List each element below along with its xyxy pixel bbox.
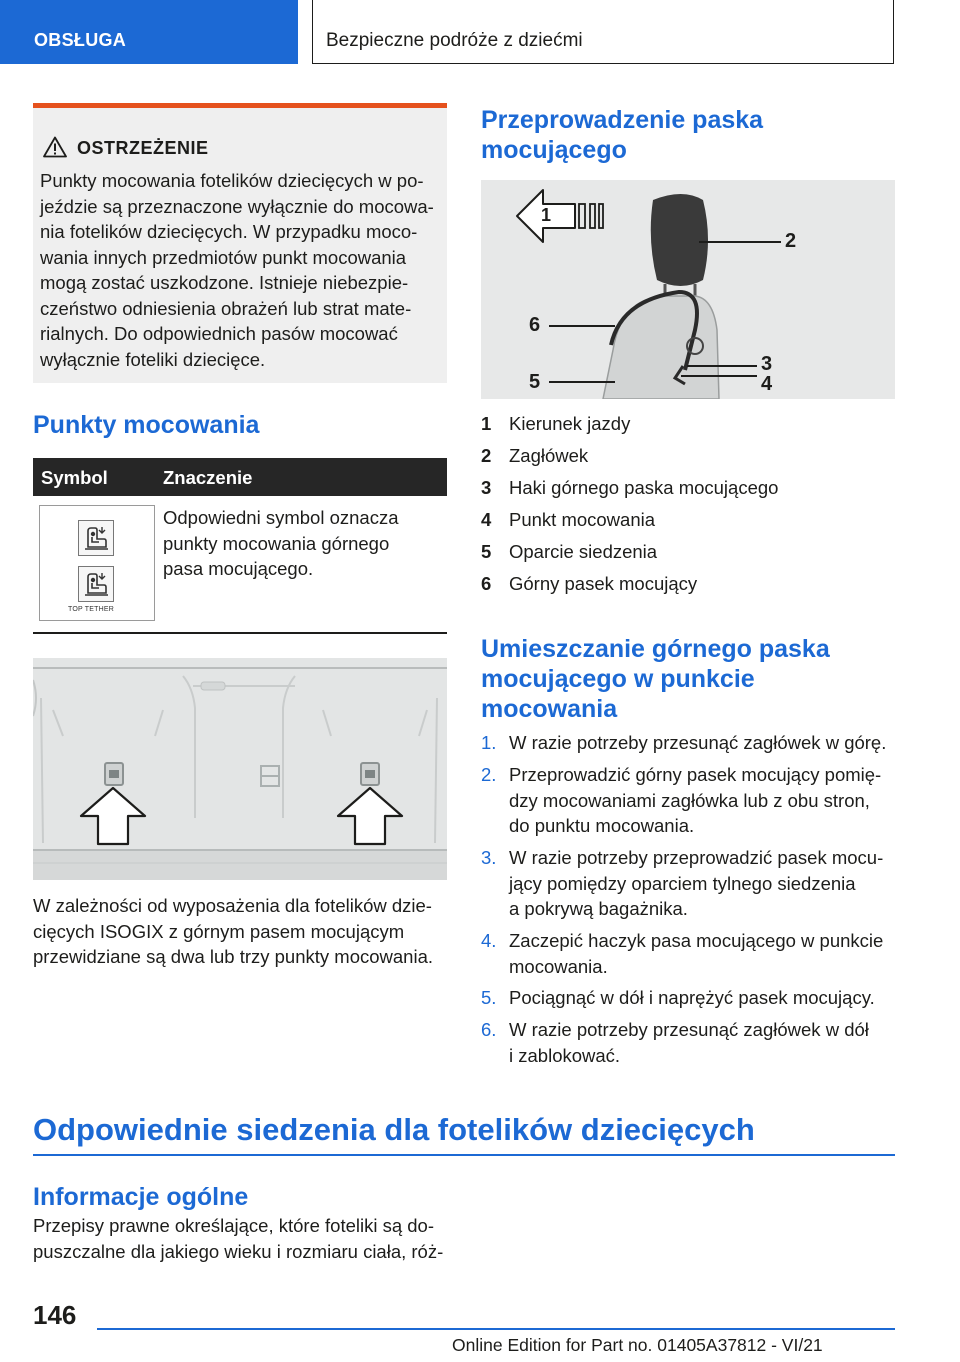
title-line: mocującego [481,136,627,164]
text-line: Zaczepić haczyk pasa mocującego w punkcie [509,930,884,951]
step-number: 4. [481,930,497,951]
legend-number: 5 [481,541,492,562]
headrest-routing-diagram [481,180,895,399]
legend-number: 3 [481,477,492,498]
text-line: W zależności od wyposażenia dla fotelików dzie- [33,895,432,916]
text-line: puszczalne dla jakiego wieku i rozmiaru ciała, róż- [33,1240,444,1262]
text-line: cięcych ISOGIX z górnym pasem mocującym [33,920,405,942]
text-line: Przepisy prawne określające, które foteliki są do- [33,1215,435,1236]
step-number: 5. [481,987,497,1008]
warning-heading-text: OSTRZEŻENIE [77,138,209,158]
anchor-points-caption [33,893,451,970]
legend-item [481,477,778,499]
text-line: do punktu mocowania. [509,815,695,836]
warning-text [40,168,445,372]
section-tab-label: OBSŁUGA [34,30,127,50]
text-line: i zablokować. [509,1044,621,1066]
step-number: 2. [481,764,497,785]
legend-number: 2 [481,445,492,466]
legend-item [481,573,697,595]
chapter-header [312,0,894,64]
text-line: wania innych przedmiotów punkt mocowania [40,246,407,268]
text-line: przewidziane są dwa lub trzy punkty mocowania. [33,946,433,967]
text-line: wyłącznie foteliki dziecięce. [40,348,266,370]
section-title-placing [481,634,830,724]
section-title-routing [481,105,763,165]
section-tab [0,0,298,64]
text-line: jący pomiędzy oparciem tylnego siedzenia [509,872,856,894]
text-line: W razie potrzeby przesunąć zagłówek w górę. [509,732,887,753]
top-tether-label: TOP TETHER [68,606,114,613]
table-header-symbol: Symbol [41,467,108,488]
text-line: nia fotelików dziecięcych. W przypadku moco- [40,221,418,242]
legend-text: Kierunek jazdy [509,413,631,434]
legend-number: 4 [481,509,492,530]
child-seat-anchor-icon [78,520,114,556]
top-tether-symbol [39,505,155,621]
title-line: Przeprowadzenie paska [481,106,764,134]
table-bottom-rule [33,632,447,634]
page-number: 146 [33,1300,77,1330]
text-line: Punkty mocowania fotelików dziecięcych w po- [40,170,424,191]
legend-text: Punkt mocowania [509,509,656,530]
legend-number: 6 [481,573,492,594]
section-title-anchor-points: Punkty mocowania [33,411,260,439]
edition-note: Online Edition for Part no. 01405A37812 - VI/21 [452,1335,823,1355]
legend-text: Zagłówek [509,445,589,466]
callout-2: 2 [785,230,797,252]
legend-text: Oparcie siedzenia [509,541,658,562]
warning-box [33,103,447,383]
text-line: dzy mocowaniami zagłówka lub z obu stron, [509,789,870,811]
legend-item [481,509,655,531]
step-number: 6. [481,1019,497,1040]
text-line: punkty mocowania górnego [163,532,390,554]
child-seat-anchor-icon [78,566,114,602]
title-line: mocowania [481,695,618,723]
callout-6: 6 [529,314,541,336]
legend-item [481,445,588,467]
footer-rule [97,1328,895,1330]
text-line: Odpowiedni symbol oznacza [163,507,399,528]
text-line: czeństwo odniesienia obrażeń lub strat mate- [40,297,412,319]
callout-3: 3 [761,353,773,375]
text-line: pasa mocującego. [163,558,314,579]
text-line: jeździe są przeznaczone wyłącznie do mocowa- [40,195,434,217]
legend-text: Haki górnego paska mocującego [509,477,779,498]
subsection-title-general: Informacje ogólne [33,1183,249,1211]
chapter-section-title: Odpowiednie siedzenia dla fotelików dziecięcych [33,1112,755,1147]
warning-triangle-icon [43,136,67,158]
text-line: W razie potrzeby przeprowadzić pasek mocu- [509,847,884,868]
legend-text: Górny pasek mocujący [509,573,698,594]
text-line: mocowania. [509,955,608,977]
text-line: W razie potrzeby przesunąć zagłówek w dół [509,1019,869,1040]
section-rule [33,1154,895,1156]
text-line: rialnych. Do odpowiednich pasów mocować [40,323,398,344]
step-number: 1. [481,732,497,753]
text-line: a pokrywą bagażnika. [509,898,688,919]
title-line: Umieszczanie górnego paska [481,635,830,663]
table-header-meaning: Znaczenie [163,467,253,488]
callout-1: 1 [541,205,552,225]
chapter-title: Bezpieczne podróże z dziećmi [326,30,583,51]
legend-item [481,541,657,563]
anchor-points-illustration [33,658,447,880]
table-meaning-cell [163,505,443,582]
callout-5: 5 [529,371,541,393]
text-line: Przeprowadzić górny pasek mocujący pomię- [509,764,882,785]
warning-heading [43,136,209,159]
callout-4: 4 [761,373,773,395]
table-header [33,458,447,496]
text-line: mogą zostać uszkodzone. Istnieje niebezpie- [40,272,409,293]
general-info-text [33,1213,451,1264]
title-line: mocującego w punkcie [481,665,755,693]
text-line: Pociągnąć w dół i naprężyć pasek mocujący. [509,987,875,1008]
step-number: 3. [481,847,497,868]
legend-item [481,413,630,435]
legend-number: 1 [481,413,492,434]
